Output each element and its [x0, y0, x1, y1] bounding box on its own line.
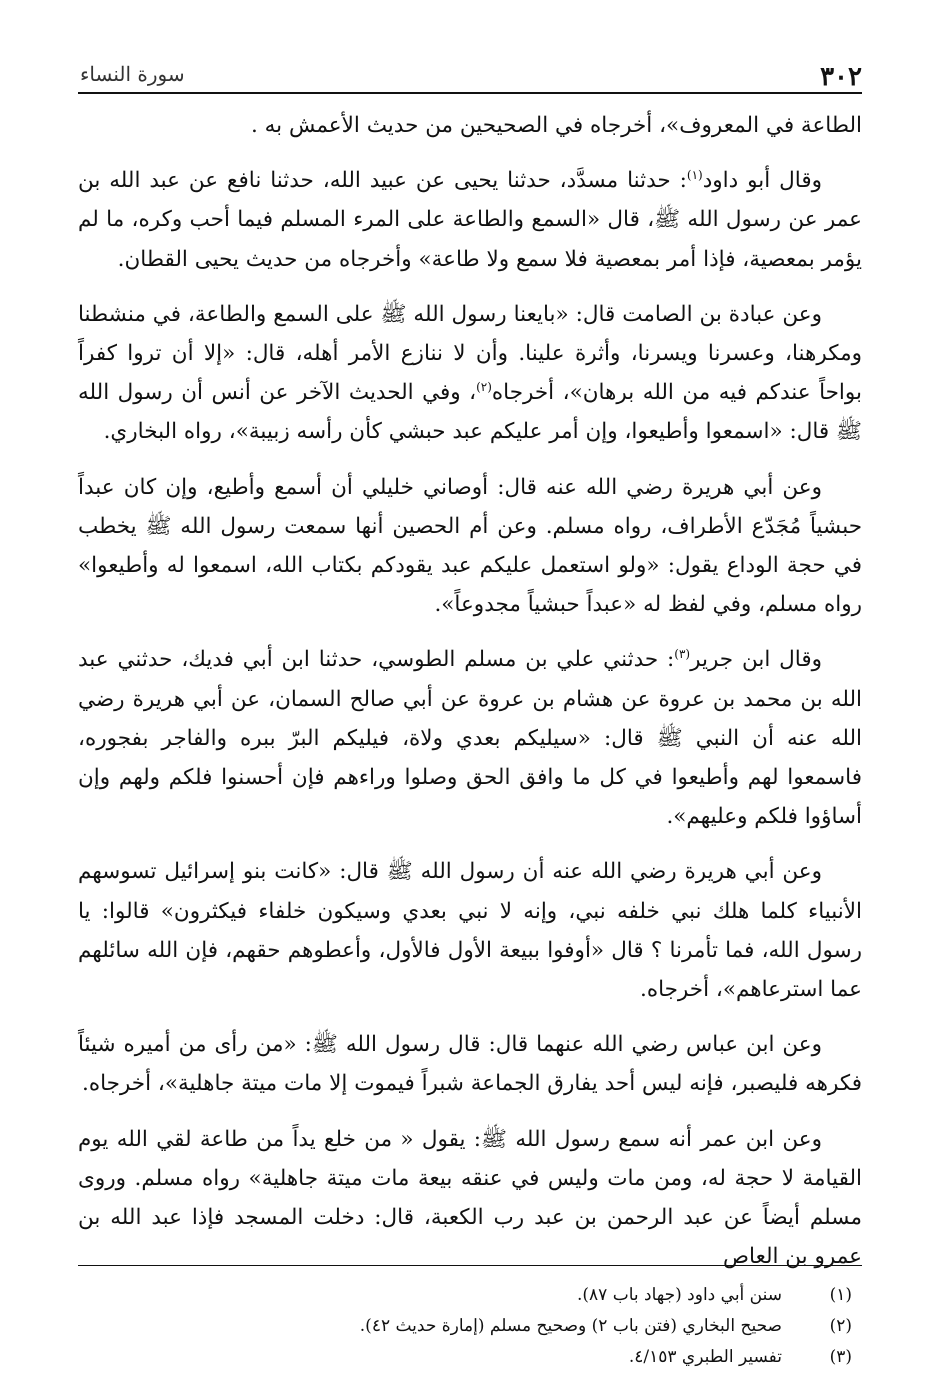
footnote-number: (١): [829, 1285, 852, 1305]
footnote: [82, 1342, 852, 1373]
footnote-ref[interactable]: (٣): [674, 647, 691, 662]
footnote-number: (٣): [829, 1347, 852, 1367]
footnote: [82, 1280, 852, 1311]
footnote-number: (٢): [829, 1316, 852, 1336]
footnote-text: تفسير الطبري ٤/١٥٣.: [628, 1347, 782, 1367]
page-number: ٣٠٢: [820, 62, 862, 92]
page-header: [78, 48, 862, 94]
paragraph: وعن ابن عمر أنه سمع رسول الله ﷺ: يقول « من خلع يداً من طاعة لقي الله يوم القيامة لا حجة له، ومن مات وليس في عنقه بيعة مات ميتة جاهلية» رواه مسلم. وروى مسلم أيضاً عن عبد الرحمن بن عبد رب الكعبة، قال: دخلت المسجد فإذا عبد الله بن عمرو بن العاص: [78, 1126, 862, 1270]
paragraph: وعن أبي هريرة رضي الله عنه أن رسول الله ﷺ قال: «كانت بنو إسرائيل تسوسهم الأنبياء كلما هلك نبي خلفه نبي، وإنه لا نبي بعدي وسيكون خلفاء فيكثرون» قالوا: يا رسول الله، فما تأمرنا ؟ قال «أوفوا ببيعة الأول فالأول، وأعطوهم حقهم، فإن الله سائلهم عما استرعاهم»، أخرجاه.: [78, 859, 862, 1003]
running-title: سورة النساء: [80, 62, 185, 86]
footnote-divider: [78, 1265, 862, 1266]
paragraph: وقال ابن جرير$^{(٣)}$: حدثني علي بن مسلم الطوسي، حدثنا ابن أبي فديك، حدثني عبد الله بن محمد بن عروة عن هشام بن عروة عن أبي صالح السمان، عن أبي هريرة رضي الله عنه أن النبي ﷺ قال: «سيليكم بعدي ولاة، فيليكم البرّ ببره والفاجر بفجوره، فاسمعوا لهم وأطيعوا في كل ما وافق الحق وصلوا وراءهم فإن أحسنوا فلكم ولهم وإن أساؤوا فلكم وعليهم».: [78, 647, 862, 830]
footnote-ref[interactable]: (١): [686, 168, 703, 183]
page: [78, 48, 862, 1367]
footnote-text: سنن أبي داود (جهاد باب ٨٧).: [577, 1285, 782, 1305]
body-text: [78, 106, 862, 1292]
paragraph: وعن ابن عباس رضي الله عنهما قال: قال رسول الله ﷺ: «من رأى من أميره شيئاً فكرهه فليصبر، فإنه ليس أحد يفارق الجماعة شبراً فيموت إلا مات ميتة جاهلية»، أخرجاه.: [78, 1032, 862, 1097]
paragraph: وقال أبو داود$^{(١)}$: حدثنا مسدَّد، حدثنا يحيى عن عبيد الله، حدثنا نافع عن عبد الله بن عمر عن رسول الله ﷺ، قال «السمع والطاعة على المرء المسلم فيما أحب وكره، ما لم يؤمر بمعصية، فإذا أمر بمعصية فلا سمع ولا طاعة» وأخرجاه من حديث يحيى القطان.: [78, 168, 862, 272]
paragraph: وعن أبي هريرة رضي الله عنه قال: أوصاني خليلي أن أسمع وأطيع، وإن كان عبداً حبشياً مُجَدّع الأطراف، رواه مسلم. وعن أم الحصين أنها سمعت رسول الله ﷺ يخطب في حجة الوداع يقول: «ولو استعمل عليكم عبد يقودكم بكتاب الله، اسمعوا له وأطيعوا» رواه مسلم، وفي لفظ له «عبداً حبشياً مجدوعاً».: [78, 474, 862, 618]
paragraph: وعن عبادة بن الصامت قال: «بايعنا رسول الله ﷺ على السمع والطاعة، في منشطنا ومكرهنا، وعسرنا ويسرنا، وأثرة علينا. وأن لا ننازع الأمر أهله، قال: «إلا أن تروا كفراً بواحاً عندكم فيه من الله برهان»، أخرجاه$^{(٢)}$، وفي الحديث الآخر عن أنس أن رسول الله ﷺ قال: «اسمعوا وأطيعوا، وإن أمر عليكم عبد حبشي كأن رأسه زبيبة»، رواه البخاري.: [78, 301, 862, 445]
footnote: [82, 1311, 852, 1342]
footnote-ref[interactable]: (٢): [476, 380, 492, 395]
paragraph: الطاعة في المعروف»، أخرجاه في الصحيحين من حديث الأعمش به .: [250, 113, 862, 138]
footnotes: [82, 1280, 852, 1373]
footnote-text: صحيح البخاري (فتن باب ٢) وصحيح مسلم (إمارة حديث ٤٢).: [359, 1316, 782, 1336]
